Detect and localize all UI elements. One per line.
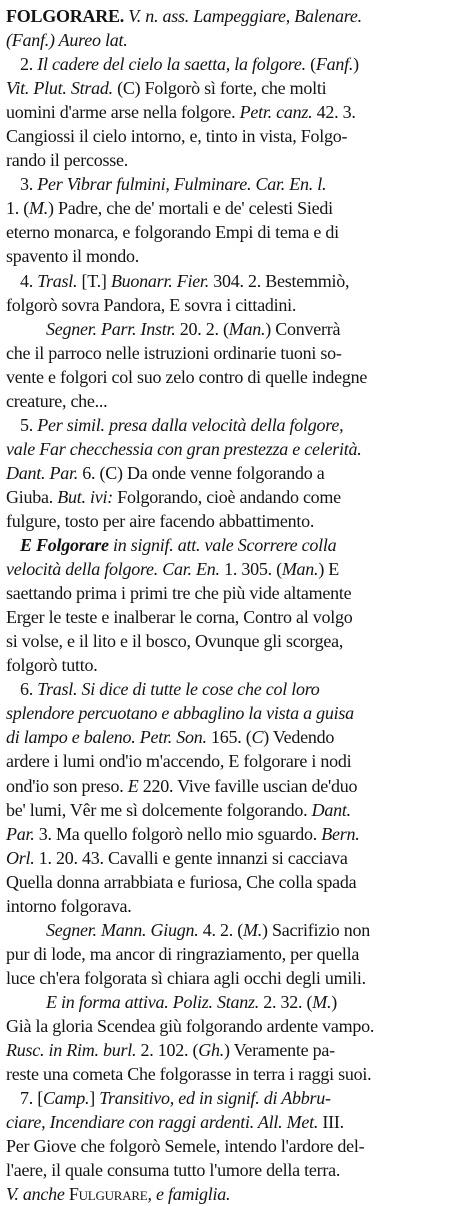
entry-line (6, 629, 464, 653)
text-segment: 3. (20, 174, 38, 195)
entry-line (6, 1182, 464, 1206)
text-segment: Dant. Par. (6, 462, 79, 483)
text-segment: Trasl. Si dice di tutte le cose che col loro (37, 679, 320, 700)
text-segment: Il cadere del cielo la saetta, la folgore. (37, 54, 306, 75)
entry-line (6, 846, 464, 870)
entry-line (6, 389, 464, 413)
entry-line (6, 365, 464, 389)
entry-line (6, 677, 464, 701)
text-segment: Dant. (311, 799, 351, 820)
text-segment: Trasl. (37, 270, 78, 291)
text-segment: 6. (C) Da onde venne folgorando a (78, 462, 325, 483)
text-segment: folgorò sovra Pandora, E sovra i cittadini. (6, 294, 297, 315)
text-segment: Già la gloria Scendea giù folgorando ardente vampo. (6, 1015, 375, 1036)
text-segment: intorno folgorava. (6, 895, 132, 916)
entry-line (6, 4, 464, 28)
entry-line (6, 220, 464, 244)
entry-line (6, 774, 464, 798)
text-segment: di lampo e baleno. Petr. Son. (6, 727, 207, 748)
entry-line (6, 437, 464, 461)
text-segment: rando il percosse. (6, 150, 128, 171)
entry-line (6, 509, 464, 533)
text-segment: creature, che... (6, 390, 108, 411)
text-segment: Per Vibrar fulmini, Fulminare. Car. En. l. (37, 174, 327, 195)
text-segment: uomini d'arme arse nella folgore. (6, 102, 240, 123)
entry-line (6, 124, 464, 148)
text-segment: Fanf. (315, 54, 354, 75)
entry-line (6, 485, 464, 509)
text-segment: V. n. ass. Lampeggiare, Balenare. (124, 6, 362, 26)
text-segment: Rusc. in Rim. burl. (6, 1040, 137, 1061)
text-segment: 2. (20, 54, 38, 75)
text-segment: ) (353, 54, 359, 75)
text-segment: E in forma attiva. Poliz. Stanz. (46, 991, 260, 1012)
text-segment: (C) Folgorò sì forte, che molti (112, 78, 327, 99)
text-segment: M. (312, 991, 332, 1012)
text-segment: III. (318, 1112, 344, 1133)
text-segment: Camp. (43, 1088, 90, 1109)
text-segment: ( (305, 54, 316, 75)
text-segment: ) Veramente pa- (224, 1040, 335, 1061)
entry-line (6, 76, 464, 100)
text-segment: reste una cometa Che folgorasse in terra i raggi suoi. (6, 1064, 372, 1085)
entry-line (6, 413, 464, 437)
entry-line (6, 1086, 464, 1110)
entry-line (6, 341, 464, 365)
entry-line (6, 148, 464, 172)
entry-line (6, 317, 464, 341)
text-segment: che il parroco nelle istruzioni ordinarie tuoni so- (6, 342, 342, 363)
text-segment: Per Giove che folgorò Semele, intendo l'ardore del- (6, 1136, 365, 1157)
text-segment: 4. (20, 270, 38, 291)
text-segment: Bern. (321, 823, 360, 844)
text-segment: ] (89, 1088, 100, 1109)
entry-line (6, 1158, 464, 1182)
text-segment: ) (331, 991, 338, 1012)
text-segment: 42. 3. (312, 102, 356, 123)
text-segment: 304. 2. Bestemmiò, (208, 270, 350, 291)
text-segment: Petr. canz. (239, 102, 313, 123)
text-segment: Orl. (6, 847, 35, 868)
text-segment: 20. 2. ( (175, 318, 229, 339)
text-segment: Cangiossi il cielo intorno, e, tinto in vista, Folgo- (6, 126, 348, 147)
text-segment: Par. (6, 823, 35, 844)
text-segment: Transitivo, ed in signif. di Abbru- (99, 1088, 331, 1109)
text-segment: ) Vedendo (263, 727, 335, 748)
entry-line (6, 196, 464, 220)
text-segment: ) Converrà (265, 318, 341, 339)
text-segment: ond'io son preso. (6, 775, 128, 796)
text-segment: 1. ( (6, 198, 29, 219)
text-segment: l'aere, il quale consuma tutto l'umore della terra. (6, 1160, 341, 1181)
text-segment: velocità della folgore. Car. En. (6, 559, 220, 580)
text-segment: Man. (228, 318, 266, 339)
text-segment: C (251, 727, 264, 748)
entry-line (6, 918, 464, 942)
text-segment: M. (29, 198, 48, 219)
text-segment: Giuba. (6, 486, 58, 507)
text-segment: 5. (20, 414, 38, 435)
entry-line (6, 942, 464, 966)
entry-line (6, 701, 464, 725)
entry-line (6, 172, 464, 196)
text-segment: 4. 2. ( (198, 919, 243, 940)
text-segment: 2. 32. ( (259, 991, 313, 1012)
entry-line (6, 28, 464, 52)
text-segment: But. ivi: (57, 486, 113, 507)
text-segment: E (127, 775, 139, 796)
text-segment: ciare, Incendiare con raggi ardenti. All. Met. (6, 1112, 319, 1133)
entry-line (6, 244, 464, 268)
entry-line (6, 557, 464, 581)
entry-line (6, 966, 464, 990)
text-segment: saettando prima i primi tre che più vide altamente (6, 583, 352, 604)
text-segment: 1. 20. 43. Cavalli e gente innanzi si cacciava (34, 847, 348, 868)
text-segment: 6. (20, 679, 38, 700)
entry-line (6, 581, 464, 605)
text-segment: , e famiglia. (147, 1184, 231, 1205)
entry-line (6, 100, 464, 124)
text-segment: splendore percuotano e abbaglino la vista a guisa (6, 703, 354, 724)
text-segment: si volse, e il lito e il bosco, Ovunque gli scorgea, (6, 631, 344, 652)
entry-line (6, 293, 464, 317)
text-segment: Erger le teste e inalberar le corna, Contro al volgo (6, 607, 353, 628)
text-segment: folgorò tutto. (6, 655, 98, 676)
text-segment: 1. 305. ( (219, 559, 282, 580)
entry-line (6, 1014, 464, 1038)
text-segment: vente e folgori col suo zelo contro di quelle indegne (6, 366, 368, 387)
entry-line (6, 1038, 464, 1062)
text-segment: be' lumi, Vêr me sì dolcemente folgorando. (6, 799, 312, 820)
entry-line (6, 894, 464, 918)
entry-line (6, 1110, 464, 1134)
text-segment: M. (242, 919, 262, 940)
entry-line (6, 990, 464, 1014)
text-segment: ) Sacrifizio non (261, 919, 370, 940)
text-segment: ardere i lumi ond'io m'accendo, E folgorare i nodi (6, 751, 352, 772)
text-segment: Vit. Plut. Strad. (6, 78, 113, 99)
text-segment: spavento il mondo. (6, 246, 139, 267)
text-segment: ) E (318, 559, 340, 580)
text-segment: 220. Vive faville uscian de'duo (138, 775, 358, 796)
text-segment: (Fanf.) Aureo lat. (6, 30, 128, 51)
entry-line (6, 725, 464, 749)
text-segment: 165. ( (206, 727, 252, 748)
text-segment: 7. [ (20, 1088, 43, 1109)
entry-body (6, 4, 464, 1206)
text-segment: Buonarr. Fier. (110, 270, 209, 291)
entry-line (6, 461, 464, 485)
text-segment: [T.] (77, 270, 111, 291)
entry-line (6, 798, 464, 822)
entry-line (6, 52, 464, 76)
text-segment: in signif. att. vale Scorrere colla (108, 535, 337, 556)
text-segment: pur di lode, ma ancor di ringraziamento, per quella (6, 943, 360, 964)
text-segment: eterno monarca, e folgorando Empi di tema e di (6, 222, 339, 243)
text-segment: Man. (281, 559, 319, 580)
text-segment: Folgorando, cioè andando come (112, 486, 341, 507)
text-segment: Segner. Parr. Instr. (46, 318, 176, 339)
text-segment: 3. Ma quello folgorò nello mio sguardo. (34, 823, 322, 844)
entry-line (6, 749, 464, 773)
text-segment: luce ch'era folgorata sì chiara agli occhi degli umili. (6, 967, 366, 988)
entry-line (6, 870, 464, 894)
entry-line (6, 822, 464, 846)
text-segment: 2. 102. ( (136, 1040, 199, 1061)
text-segment: fulgure, tosto per aire facendo abbattimento. (6, 510, 315, 531)
text-segment: E Folgorare (20, 535, 109, 556)
entry-line (6, 653, 464, 677)
entry-line (6, 1134, 464, 1158)
text-segment: vale Far checchessia con gran prestezza e celerità. (6, 438, 362, 459)
entry-line (6, 533, 464, 557)
text-segment: Quella donna arrabbiata e furiosa, Che colla spada (6, 871, 357, 892)
entry-line (6, 269, 464, 293)
text-segment: Per simil. presa dalla velocità della folgore, (37, 414, 344, 435)
entry-line (6, 1062, 464, 1086)
text-segment: Gh. (198, 1040, 224, 1061)
text-segment: Segner. Mann. Giugn. (46, 919, 199, 940)
entry-line (6, 605, 464, 629)
text-segment: V. anche (6, 1184, 69, 1205)
headword: FOLGORARE. (6, 6, 125, 26)
text-segment: Fulgurare (68, 1184, 148, 1205)
text-segment: ) Padre, che de' mortali e de' celesti Siedi (48, 198, 333, 219)
